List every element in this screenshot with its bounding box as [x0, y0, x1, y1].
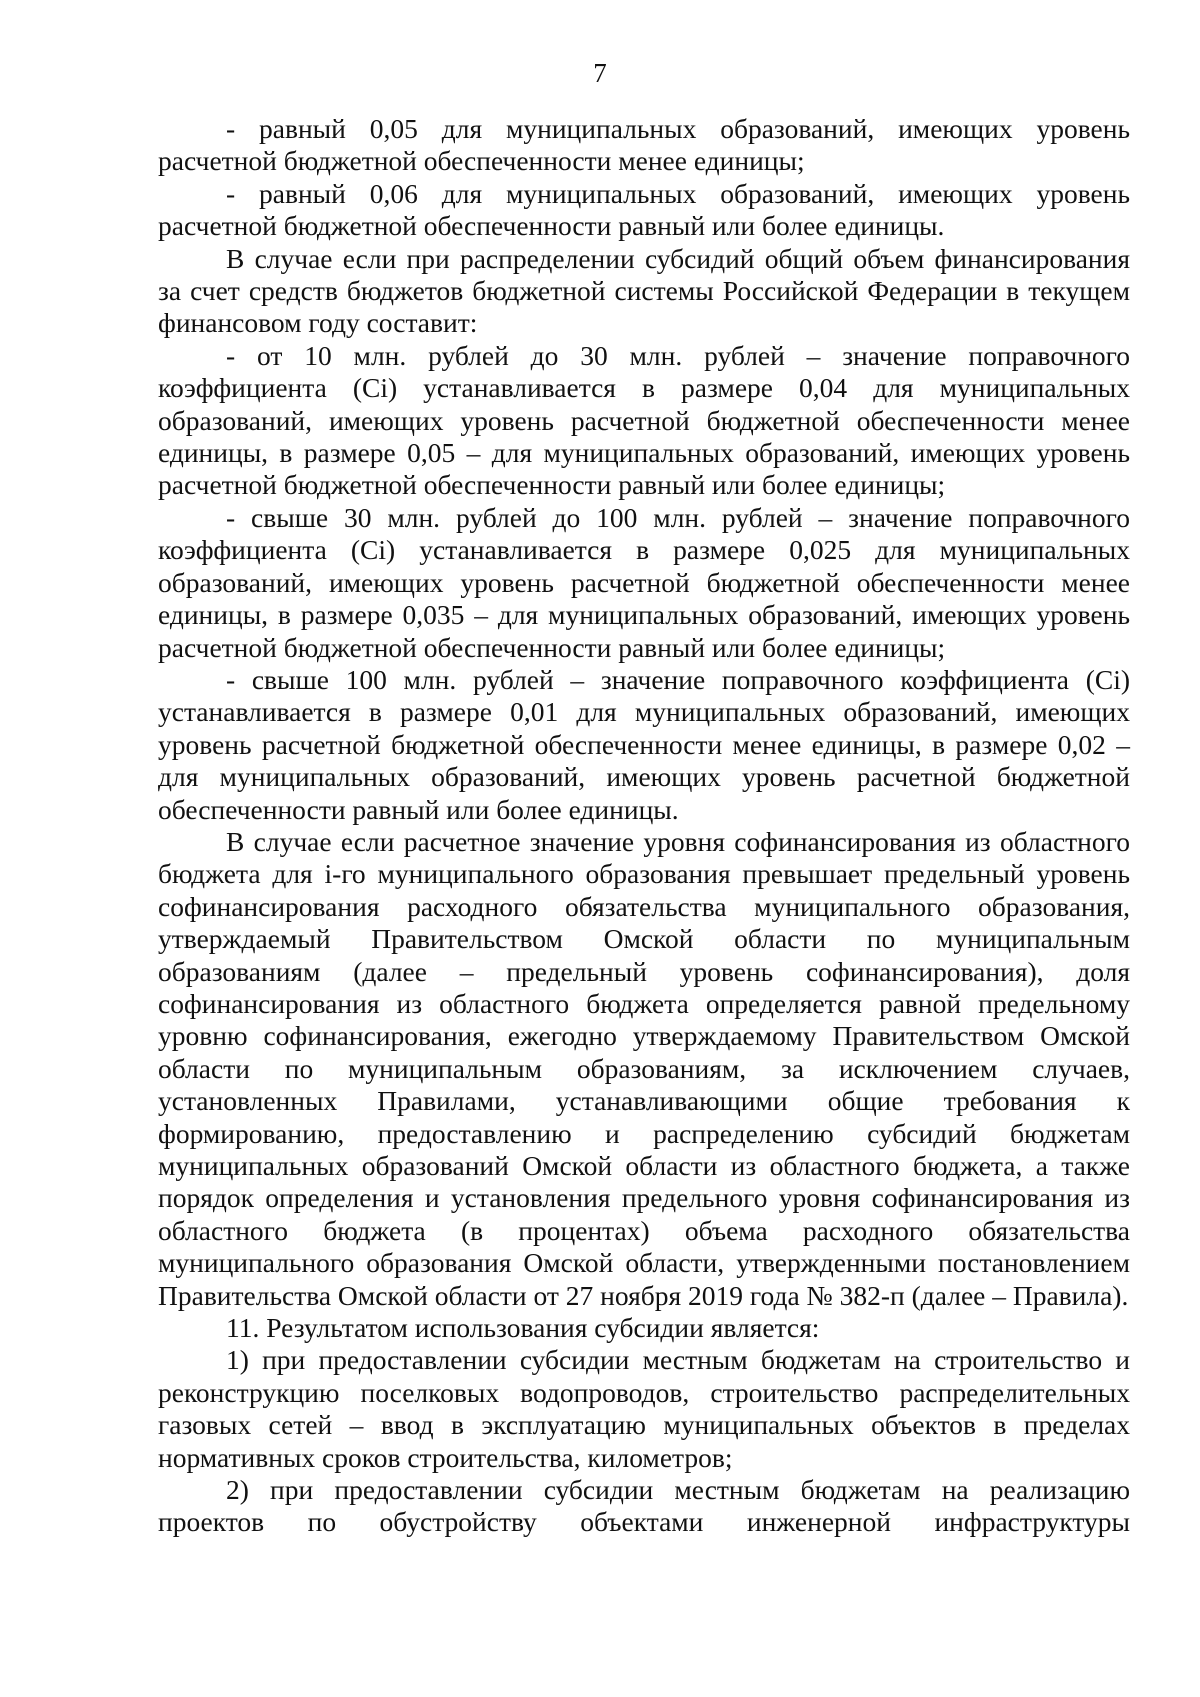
paragraph-result-item-1: 1) при предоставлении субсидии местным бюджетам на строительство и реконструкцию поселковых водопроводов, строительство распределительных газовых сетей – ввод в эксплуатацию муниципальных объектов в пределах нормативных сроков строительства, километров; [158, 1344, 1130, 1473]
paragraph-coefficient-005: - равный 0,05 для муниципальных образований, имеющих уровень расчетной бюджетной обеспеченности менее единицы; [158, 113, 1130, 177]
paragraph-financing-condition: В случае если при распределении субсидий общий объем финансирования за счет средств бюджетов бюджетной системы Российской Федерации в текущем финансовом году составит: [158, 242, 1130, 339]
document-body [158, 113, 1130, 1539]
paragraph-coefficient-006: - равный 0,06 для муниципальных образований, имеющих уровень расчетной бюджетной обеспеченности равный или более единицы. [158, 177, 1130, 242]
paragraph-range-30-100: - свыше 30 млн. рублей до 100 млн. рублей – значение поправочного коэффициента (Ci) устанавливается в размере 0,025 для муниципальных образований, имеющих уровень расчетной бюджетной обеспеченности менее единицы, в размере 0,035 – для муниципальных образований, имеющих уровень расчетной бюджетной обеспеченности равный или более единицы; [158, 501, 1130, 663]
paragraph-section-11-heading: 11. Результатом использования субсидии является: [226, 1312, 820, 1344]
paragraph-result-item-2: 2) при предоставлении субсидии местным бюджетам на реализацию проектов по обустройству объектами инженерной инфраструктуры [158, 1474, 1130, 1538]
paragraph-range-over-100: - свыше 100 млн. рублей – значение поправочного коэффициента (Ci) устанавливается в размере 0,01 для муниципальных образований, имеющих уровень расчетной бюджетной обеспеченности менее единицы, в размере 0,02 – для муниципальных образований, имеющих уровень расчетной бюджетной обеспеченности равный или более единицы. [158, 663, 1130, 825]
paragraph-cofinancing-limit: В случае если расчетное значение уровня софинансирования из областного бюджета для i-го муниципального образования превышает предельный уровень софинансирования расходного обязательства муниципального образования, утверждаемый Правительством Омской области по муниципальным образованиям (далее – предельный уровень софинансирования), доля софинансирования из областного бюджета определяется равной предельному уровню софинансирования, ежегодно утверждаемому Правительством Омской области по муниципальным образованиям, за исключением случаев, установленных Правилами, устанавливающими общие требования к формированию, предоставлению и распределению субсидий бюджетам муниципальных образований Омской области из областного бюджета, а также порядок определения и установления предельного уровня софинансирования из областного бюджета (в процентах) объема расходного обязательства муниципального образования Омской области, утвержденными постановлением Правительства Омской области от 27 ноября 2019 года № 382-п (далее – Правила). [158, 825, 1130, 1311]
paragraph-range-10-30: - от 10 млн. рублей до 30 млн. рублей – значение поправочного коэффициента (Ci) устанавливается в размере 0,04 для муниципальных образований, имеющих уровень расчетной бюджетной обеспеченности менее единицы, в размере 0,05 – для муниципальных образований, имеющих уровень расчетной бюджетной обеспеченности равный или более единицы; [158, 339, 1130, 501]
page-number: 7 [593, 58, 607, 88]
